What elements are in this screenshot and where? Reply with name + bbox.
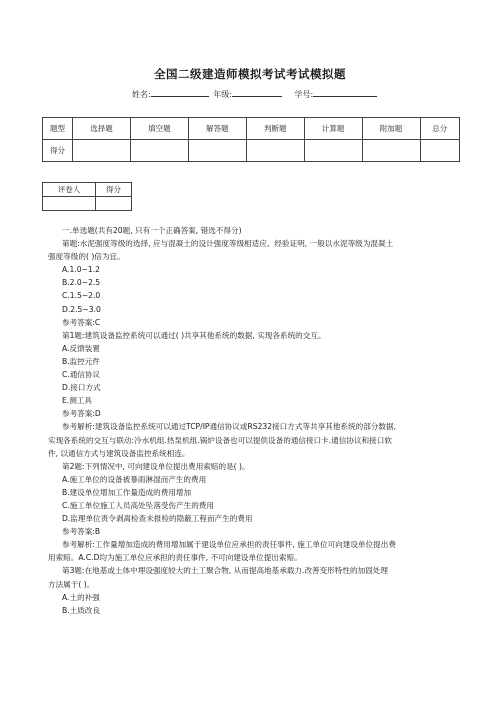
- reviewer-label: 评卷人: [43, 183, 96, 197]
- student-info-line: [132, 89, 377, 100]
- score-header-cell: 判断题: [246, 118, 304, 140]
- score-table: [42, 117, 460, 162]
- score-cell[interactable]: [362, 140, 420, 162]
- question-body: [48, 224, 464, 617]
- option-line: D.2.5~3.0: [62, 304, 101, 314]
- score-row-label: 得分: [43, 140, 73, 162]
- student-id-field[interactable]: [313, 89, 377, 97]
- score-cell[interactable]: [73, 140, 131, 162]
- option-line: B.2.0~2.5: [62, 278, 101, 288]
- text-line: 第1题:建筑设备监控系统可以通过( )共享其他系统的数据, 实现各系统的交互。: [62, 330, 326, 340]
- score-table-score-row: [43, 140, 460, 162]
- option-line: C.通信协议: [62, 370, 101, 380]
- option-line: A.施工单位的设备被暴雨淋湿而产生的费用: [62, 474, 207, 484]
- text-line: 第3题:在地基或土体中埋设强度较大的土工聚合物, 从而提高地基承载力.改善变形特性的加固处理: [62, 566, 388, 576]
- score-cell[interactable]: [246, 140, 304, 162]
- explanation-line: 实现各系统的交互与联动:冷水机组.热泵机组.锅炉设备也可以提供设备的通信接口卡.通信协议和接口软: [48, 435, 392, 445]
- text-line: 第题:水泥强度等级的选择, 应与混凝土的设计强度等级相适应。经验证明, 一般以水泥等级为混凝土: [62, 239, 394, 249]
- student-id-label: 学号:: [294, 90, 314, 99]
- grade-field[interactable]: [232, 89, 282, 97]
- grader-table: [42, 182, 132, 211]
- reviewer-cell[interactable]: [43, 197, 96, 211]
- score-header-cell: 填空题: [130, 118, 188, 140]
- score-header-cell: 总分: [420, 118, 459, 140]
- option-line: A.反馈装置: [62, 343, 100, 353]
- score-cell[interactable]: [130, 140, 188, 162]
- option-line: D.监理单位责令剥离检查未报检的隐蔽工程而产生的费用: [62, 514, 253, 524]
- score-header-cell: 计算题: [304, 118, 362, 140]
- score-cell[interactable]: [304, 140, 362, 162]
- option-line: B.建设单位增加工作量造成的费用增加: [62, 487, 192, 497]
- page-title: 全国二级建造师模拟考试考试模拟题: [154, 67, 346, 81]
- grader-score-label: 得分: [95, 183, 131, 197]
- option-line: A.1.0~1.2: [62, 265, 100, 275]
- option-line: C.施工单位施工人员高处坠落受伤产生的费用: [62, 500, 214, 510]
- score-table-header-row: [43, 118, 460, 140]
- text-line: 方法属于( )。: [48, 579, 95, 589]
- option-line: B.监控元件: [62, 356, 100, 366]
- grade-label: 年级:: [213, 90, 232, 99]
- section-heading: 一.单选题(共有20题, 只有一个正确答案, 错选不得分): [62, 226, 242, 235]
- grader-score-cell[interactable]: [95, 197, 131, 211]
- score-header-cell: 选择题: [73, 118, 131, 140]
- option-line: A.土的补强: [62, 592, 100, 602]
- answer-line: 参考答案:B: [62, 527, 101, 537]
- answer-line: 参考答案:C: [62, 317, 101, 327]
- option-line: C.1.5~2.0: [62, 291, 101, 301]
- score-header-cell: 题型: [43, 118, 73, 140]
- option-line: B.土质改良: [62, 605, 100, 615]
- explanation-line: 用索赔。A.C.D均为施工单位应承担的责任事件, 不可向建设单位提出索赔。: [48, 553, 302, 563]
- text-line: 第2题:下列情况中, 可向建设单位提出费用索赔的是( )。: [62, 461, 250, 471]
- score-cell[interactable]: [188, 140, 246, 162]
- option-line: D.接口方式: [62, 383, 101, 393]
- score-cell[interactable]: [420, 140, 459, 162]
- score-header-cell: 附加题: [362, 118, 420, 140]
- explanation-line: 件, 以通信方式与建筑设备监控系统相连。: [48, 448, 190, 458]
- explanation-line: 参考解析:工作量增加造成的费用增加属于建设单位应承担的责任事件, 施工单位可向建设单位提出费: [62, 540, 396, 550]
- answer-line: 参考答案:D: [62, 409, 101, 419]
- name-label: 姓名:: [132, 90, 151, 99]
- explanation-line: 参考解析:建筑设备监控系统可以通过TCP/IP通信协议或RS232接口方式等共享其他系统的部分数据,: [62, 422, 396, 432]
- score-header-cell: 解答题: [188, 118, 246, 140]
- option-line: E.测工具: [62, 396, 92, 406]
- text-line: 强度等级的( )倍为宜。: [48, 252, 125, 262]
- name-field[interactable]: [151, 89, 209, 97]
